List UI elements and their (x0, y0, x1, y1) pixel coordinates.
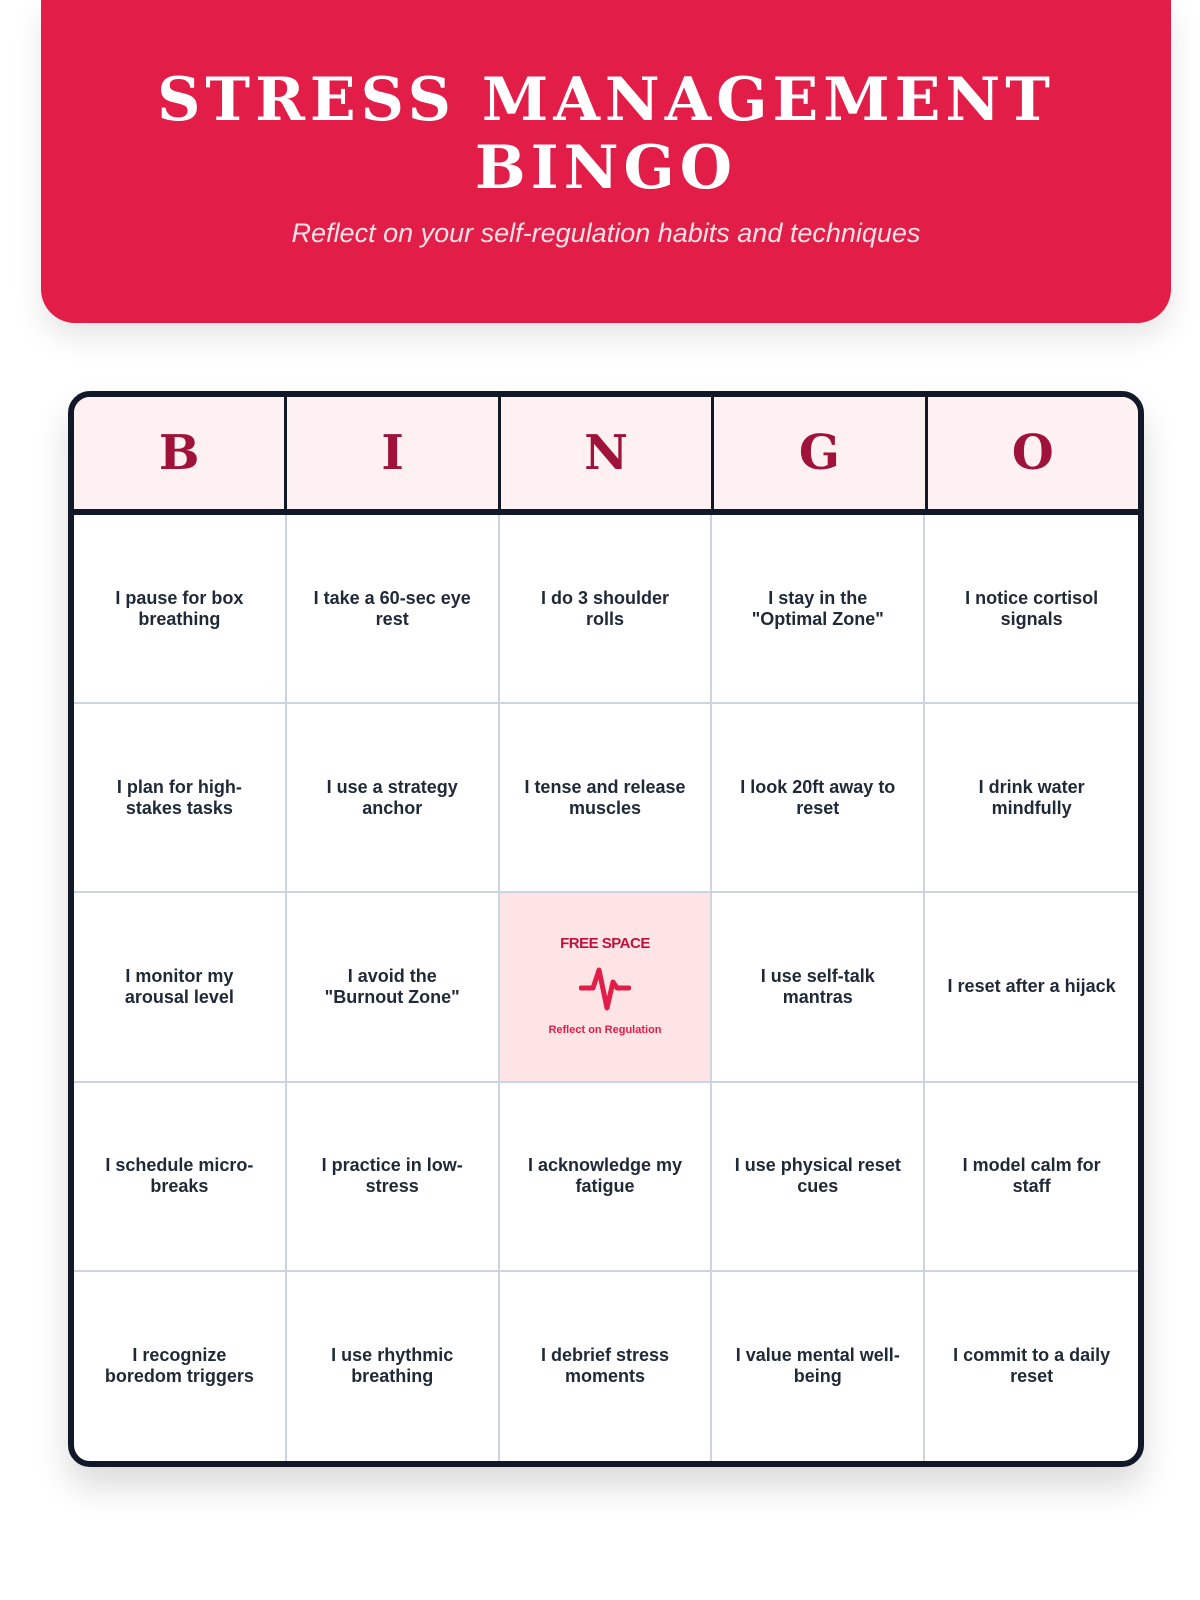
bingo-cell[interactable]: I practice in low-stress (287, 1083, 500, 1272)
bingo-cell[interactable]: I recognize boredom triggers (74, 1272, 287, 1461)
bingo-cell[interactable]: I value mental well-being (712, 1272, 925, 1461)
bingo-cell[interactable]: I do 3 shoulder rolls (500, 515, 713, 704)
bingo-letter-o: O (1011, 425, 1054, 481)
bingo-cell[interactable]: I plan for high-stakes tasks (74, 704, 287, 893)
bingo-letter-i: I (287, 397, 500, 509)
bingo-cell[interactable]: I debrief stress moments (500, 1272, 713, 1461)
bingo-cell[interactable]: I avoid the "Burnout Zone" (287, 893, 500, 1082)
bingo-card (68, 391, 1144, 1467)
heartbeat-pulse-icon (579, 962, 631, 1014)
bingo-cell[interactable]: I acknowledge my fatigue (500, 1083, 713, 1272)
bingo-cell[interactable]: I reset after a hijack (925, 893, 1138, 1082)
bingo-cell[interactable]: I use a strategy anchor (287, 704, 500, 893)
bingo-cell[interactable]: I take a 60-sec eye rest (287, 515, 500, 704)
bingo-letter-b: B (74, 397, 287, 509)
bingo-cell[interactable]: I model calm for staff (925, 1083, 1138, 1272)
bingo-cell[interactable]: I schedule micro-breaks (74, 1083, 287, 1272)
bingo-cell[interactable]: I stay in the "Optimal Zone" (712, 515, 925, 704)
bingo-card-wrapper (68, 391, 1144, 1467)
page-subtitle: Reflect on your self-regulation habits and techniques (291, 218, 921, 248)
free-space-cell[interactable] (500, 893, 713, 1082)
bingo-cell[interactable]: I notice cortisol signals (925, 515, 1138, 704)
bingo-cell[interactable]: I commit to a daily reset (953, 1345, 1111, 1387)
bingo-cell[interactable]: I drink water mindfully (925, 704, 1138, 893)
header-banner (41, 0, 1171, 323)
bingo-grid (74, 515, 1138, 1461)
free-space-caption: Reflect on Regulation (548, 1023, 662, 1036)
bingo-cell[interactable]: I look 20ft away to reset (712, 704, 925, 893)
bingo-cell[interactable]: I tense and release muscles (500, 704, 713, 893)
page-title: STRESS MANAGEMENT BINGO (157, 65, 1055, 203)
bingo-letter-g: G (714, 397, 927, 509)
bingo-cell[interactable]: I pause for box breathing (74, 515, 287, 704)
bingo-cell[interactable]: I use physical reset cues (712, 1083, 925, 1272)
bingo-cell[interactable]: I use rhythmic breathing (287, 1272, 500, 1461)
bingo-cell[interactable]: I use self-talk mantras (712, 893, 925, 1082)
bingo-letter-row (74, 397, 1138, 515)
bingo-letter-n: N (501, 397, 714, 509)
bingo-cell[interactable]: I monitor my arousal level (74, 893, 287, 1082)
free-space-label: FREE SPACE (560, 934, 650, 952)
